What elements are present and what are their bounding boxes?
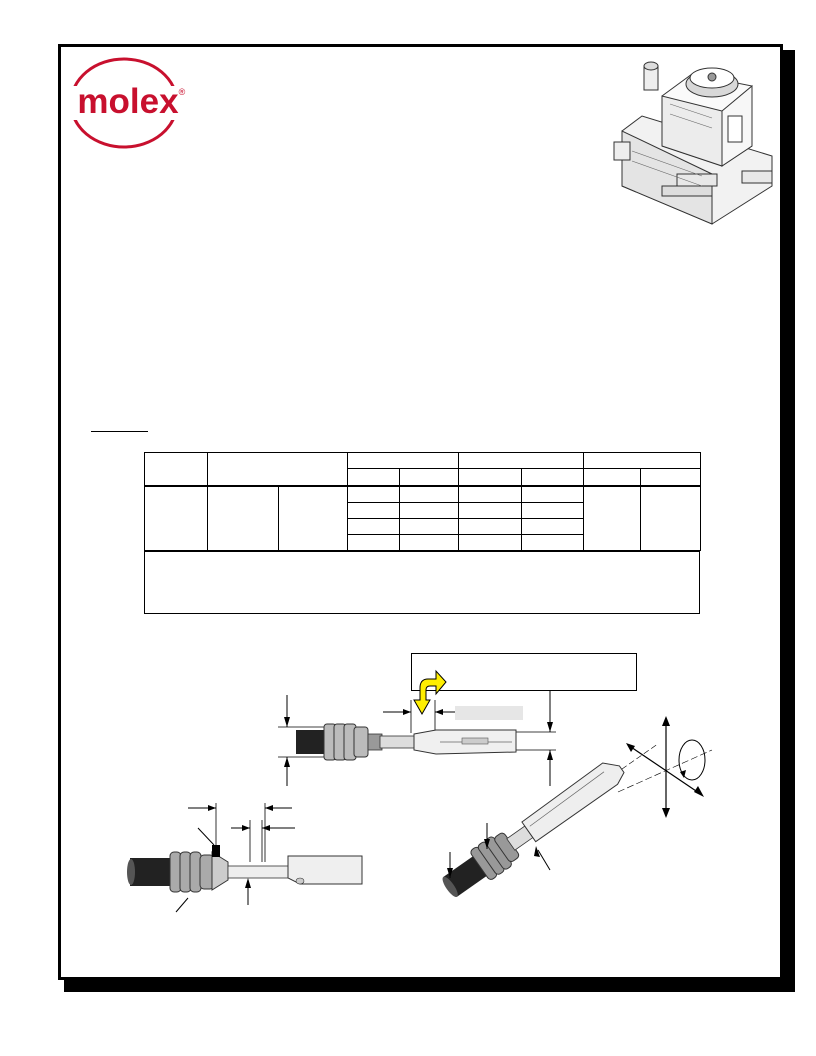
logo-registered-mark: ® bbox=[178, 87, 186, 97]
logo-wordmark: molex bbox=[77, 82, 179, 121]
arrow-icon bbox=[414, 671, 446, 714]
